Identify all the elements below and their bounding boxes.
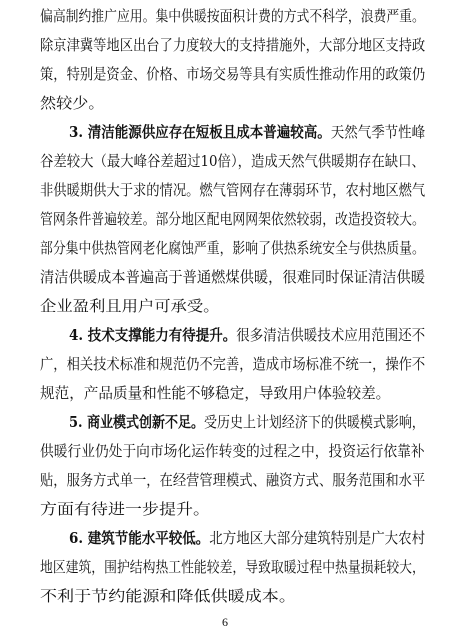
body-text-span: 除京津冀等地区出台了力度较大的支持措施外，大部分地区支持政 — [40, 37, 426, 54]
text-line — [40, 495, 210, 525]
text-line — [40, 205, 425, 235]
text-line — [40, 89, 104, 119]
text-line — [40, 350, 425, 380]
text-line-content — [40, 292, 219, 322]
text-line-content — [69, 118, 425, 148]
text-line — [40, 2, 425, 32]
text-line — [40, 176, 425, 206]
text-line — [40, 582, 296, 612]
section-heading: 6. 建筑节能水平较低。 — [69, 530, 210, 547]
body-text-span: 清洁供暖成本普遍高于普通燃煤供暖，很难同时保证清洁供暖 — [40, 269, 426, 286]
text-line — [40, 292, 220, 322]
text-line-content — [40, 89, 104, 119]
text-line-content — [40, 147, 425, 177]
text-line — [40, 147, 425, 177]
text-line-content — [40, 379, 390, 409]
body-text-span: 受历史上计划经济下的供暖模式影响， — [203, 414, 425, 431]
text-line — [40, 263, 425, 293]
body-text-span: 策，特别是资金、价格、市场交易等具有实质性推动作用的政策仍 — [40, 66, 426, 83]
body-text-span: 不利于节约能源和降低供暖成本。 — [40, 588, 296, 605]
body-text-span: 企业盈利且用户可承受。 — [40, 298, 220, 315]
text-line-content — [69, 524, 425, 554]
body-text-span: 偏高制约推广应用。集中供暖按面积计费的方式不科学，浪费严重。 — [40, 8, 425, 25]
page-number: 6 — [222, 615, 228, 629]
text-line-content — [40, 2, 425, 32]
section-heading: 5. 商业模式创新不足。 — [69, 414, 204, 431]
text-line — [69, 408, 425, 438]
text-line — [40, 234, 425, 264]
text-line-content — [40, 176, 425, 206]
section-heading: 4. 技术支撑能力有待提升。 — [69, 327, 237, 344]
text-line-content — [40, 553, 425, 583]
text-line — [40, 31, 425, 61]
body-text-span: 管网条件普遍较差。部分地区配电网网架依然较弱，改造投资较大。 — [40, 211, 425, 228]
body-text-span: 方面有待进一步提升。 — [40, 501, 210, 518]
text-line — [69, 118, 425, 148]
body-text-span: 然较少。 — [40, 95, 105, 112]
body-text-span: 非供暖期供大于求的情况。燃气管网存在薄弱环节，农村地区燃气 — [40, 182, 426, 199]
text-line-content — [40, 582, 296, 612]
body-text-span: 天然气季节性峰 — [330, 124, 426, 141]
text-line-content — [40, 263, 425, 293]
body-text-span: 广，相关技术标准和规范仍不完善，造成市场标准不统一，操作不 — [40, 356, 426, 373]
body-text-span: 很多清洁供暖技术应用范围还不 — [236, 327, 426, 344]
section-heading: 3. 清洁能源供应存在短板且成本普遍较高。 — [69, 124, 331, 141]
text-line-content — [69, 321, 425, 351]
body-text-span: 规范，产品质量和性能不够稳定，导致用户体验较差。 — [40, 385, 391, 402]
body-text-span: 北方地区大部分建筑特别是广大农村 — [209, 530, 426, 547]
body-text-span: 供暖行业仍处于向市场化运作转变的过程之中，投资运行依靠补 — [40, 443, 425, 460]
text-line-content — [40, 234, 425, 264]
text-line — [69, 321, 425, 351]
text-line — [40, 379, 390, 409]
text-line — [40, 466, 425, 496]
text-line — [69, 524, 425, 554]
body-text-span: 谷差较大（最大峰谷差超过10倍），造成天然气供暖期存在缺口、 — [40, 153, 425, 170]
text-line-content — [40, 350, 425, 380]
text-line-content — [40, 31, 425, 61]
text-line-content — [40, 495, 210, 525]
text-line-content — [40, 466, 425, 496]
text-line-content — [69, 408, 425, 438]
text-line — [40, 437, 425, 467]
text-line — [40, 553, 425, 583]
body-text-span: 贴，服务方式单一，在经营管理模式、融资方式、服务范围和水平 — [40, 472, 426, 489]
text-line-content — [40, 60, 425, 90]
body-text-span: 地区建筑，围护结构热工性能较差，导致取暖过程中热量损耗较大， — [40, 559, 425, 576]
text-line-content — [40, 205, 425, 235]
text-line — [40, 60, 425, 90]
text-line-content — [40, 437, 425, 467]
body-text-span: 部分集中供热管网老化腐蚀严重，影响了供热系统安全与供热质量。 — [40, 240, 425, 257]
